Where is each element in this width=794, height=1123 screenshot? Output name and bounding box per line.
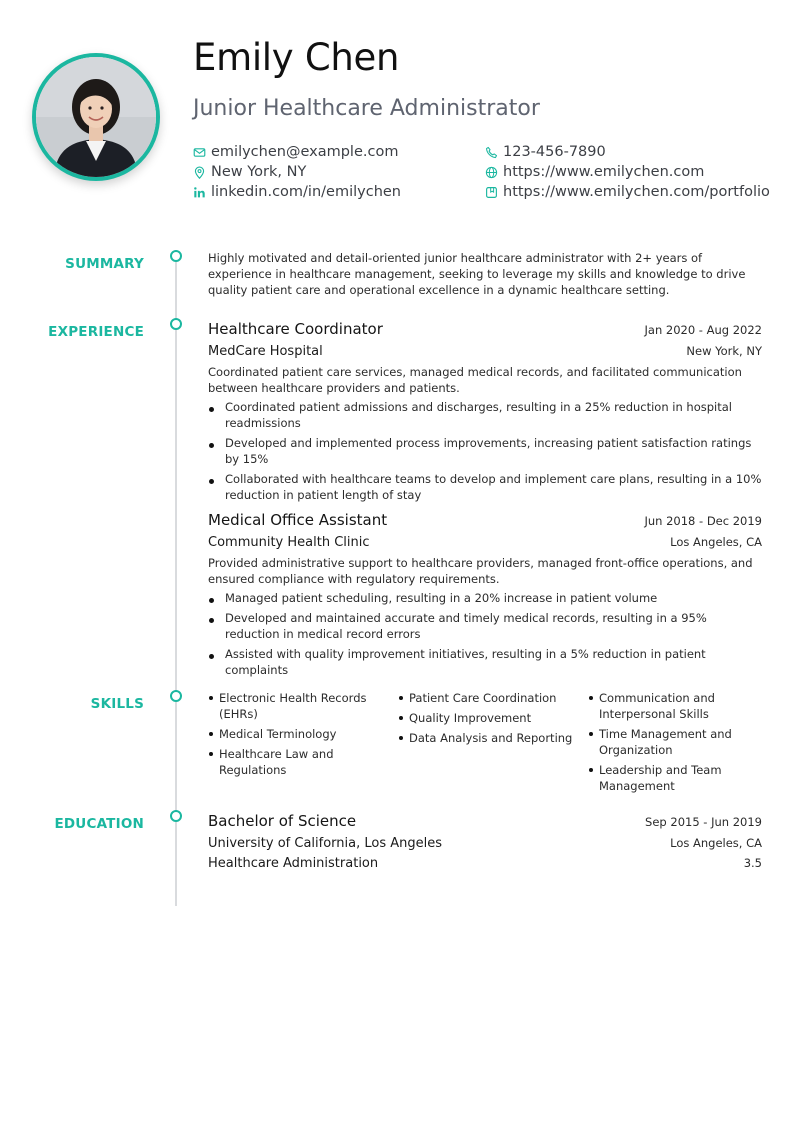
job-dates: Jan 2020 - Aug 2022 xyxy=(644,323,762,337)
contact-phone-text: 123-456-7890 xyxy=(503,144,606,160)
job-achievements xyxy=(208,399,762,503)
skill-item: Time Management and Organization xyxy=(588,726,762,758)
section-label-skills: SKILLS xyxy=(90,696,144,712)
profile-photo-image xyxy=(36,57,156,177)
contact-email[interactable] xyxy=(193,143,398,161)
contact-location-text: New York, NY xyxy=(211,164,307,180)
job-dates: Jun 2018 - Dec 2019 xyxy=(644,514,762,528)
education-item xyxy=(208,812,762,871)
timeline-dot xyxy=(170,318,182,330)
contact-email-text: emilychen@example.com xyxy=(211,144,399,160)
job-achievements xyxy=(208,590,762,678)
list-item: Collaborated with healthcare teams to develop and implement care plans, resulting in a 10% reduction in patient length of stay xyxy=(208,471,762,503)
skill-item: Quality Improvement xyxy=(398,710,588,726)
portfolio-icon xyxy=(485,186,498,199)
gpa: 3.5 xyxy=(743,856,762,870)
job-location: Los Angeles, CA xyxy=(670,535,762,549)
timeline-line xyxy=(175,258,177,906)
skills-column xyxy=(398,690,588,798)
list-item: Coordinated patient admissions and discharges, resulting in a 25% reduction in hospital readmissions xyxy=(208,399,762,431)
skill-item: Patient Care Coordination xyxy=(398,690,588,706)
skills-column xyxy=(588,690,762,798)
skills-column xyxy=(208,690,398,798)
list-item: Assisted with quality improvement initiatives, resulting in a 5% reduction in patient complaints xyxy=(208,646,762,678)
contact-website[interactable] xyxy=(485,163,704,181)
timeline-dot xyxy=(170,690,182,702)
globe-icon xyxy=(485,166,498,179)
location-pin-icon xyxy=(193,166,206,179)
contact-portfolio[interactable] xyxy=(485,183,770,201)
skill-item: Communication and Interpersonal Skills xyxy=(588,690,762,722)
contact-website-text: https://www.emilychen.com xyxy=(503,164,705,180)
phone-icon xyxy=(485,146,498,159)
section-label-education: EDUCATION xyxy=(54,816,144,832)
contact-phone[interactable] xyxy=(485,143,606,161)
contact-location xyxy=(193,163,306,181)
timeline-dot xyxy=(170,250,182,262)
timeline-dot xyxy=(170,810,182,822)
job-description: Provided administrative support to healthcare providers, managed front-office operations, and ensured compliance with regulatory requirements. xyxy=(208,556,753,586)
skills-section xyxy=(208,690,762,798)
job-role: Medical Office Assistant xyxy=(208,511,388,529)
school-location: Los Angeles, CA xyxy=(670,836,762,850)
school-name: University of California, Los Angeles xyxy=(208,836,443,851)
section-label-experience: EXPERIENCE xyxy=(48,324,144,340)
section-label-summary: SUMMARY xyxy=(65,256,144,272)
linkedin-icon xyxy=(193,186,206,199)
skill-item: Electronic Health Records (EHRs) xyxy=(208,690,398,722)
job-location: New York, NY xyxy=(686,344,762,358)
job-organization: MedCare Hospital xyxy=(208,344,323,359)
education-dates: Sep 2015 - Jun 2019 xyxy=(645,815,762,829)
profile-photo xyxy=(32,53,160,181)
candidate-name: Emily Chen xyxy=(193,36,400,79)
skill-item: Leadership and Team Management xyxy=(588,762,762,794)
skill-item: Healthcare Law and Regulations xyxy=(208,746,398,778)
job-organization: Community Health Clinic xyxy=(208,535,370,550)
list-item: Developed and implemented process improvements, increasing patient satisfaction ratings by 15% xyxy=(208,435,762,467)
skill-item: Medical Terminology xyxy=(208,726,398,742)
contact-portfolio-text: https://www.emilychen.com/portfolio xyxy=(503,184,770,200)
experience-item xyxy=(208,511,762,682)
summary-section xyxy=(208,250,762,298)
degree: Bachelor of Science xyxy=(208,812,357,830)
contact-linkedin-text: linkedin.com/in/emilychen xyxy=(211,184,401,200)
job-role: Healthcare Coordinator xyxy=(208,320,383,338)
job-description: Coordinated patient care services, managed medical records, and facilitated communication between healthcare providers and patients. xyxy=(208,365,742,395)
list-item: Developed and maintained accurate and timely medical records, resulting in a 95% reduction in medical record errors xyxy=(208,610,762,642)
summary-text: Highly motivated and detail-oriented junior healthcare administrator with 2+ years of experience in healthcare management, seeking to leverage my skills and knowledge to drive quality patient care and operational excellence in a dynamic healthcare setting. xyxy=(208,251,746,297)
experience-item xyxy=(208,320,762,507)
field-of-study: Healthcare Administration xyxy=(208,856,379,871)
candidate-title: Junior Healthcare Administrator xyxy=(193,96,540,121)
contact-linkedin[interactable] xyxy=(193,183,401,201)
mail-icon xyxy=(193,146,206,159)
list-item: Managed patient scheduling, resulting in a 20% increase in patient volume xyxy=(208,590,762,606)
skill-item: Data Analysis and Reporting xyxy=(398,730,588,746)
